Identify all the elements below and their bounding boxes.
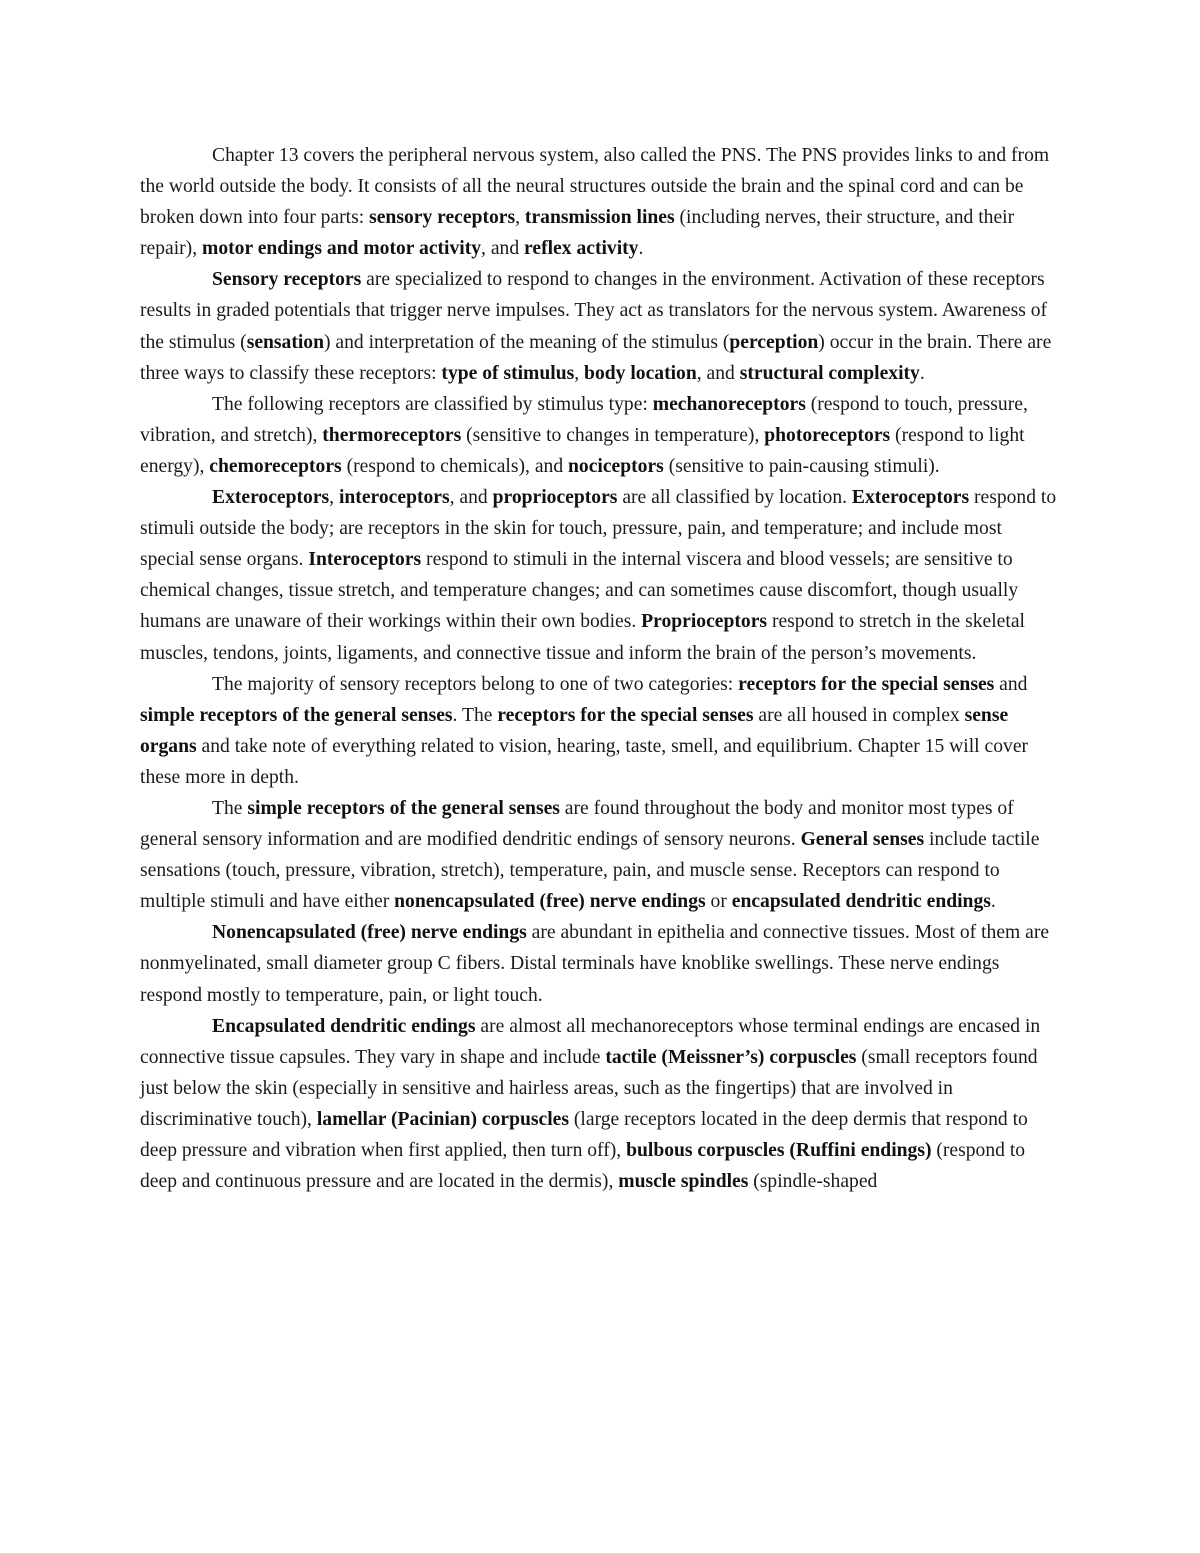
text-run: (respond to chemicals), and [341, 455, 569, 477]
text-run: are found throughout the body and monitor most types of general sensory information and are modified dendritic endings of sensory neurons. [140, 797, 1014, 851]
text-run: (sensitive to pain-causing stimuli). [663, 455, 940, 477]
text-run: (small receptors found just below the skin (especially in sensitive and hairless areas, such as the fingertips) that are involved in discriminative touch), [140, 1046, 1038, 1130]
text-run: are specialized to respond to changes in the environment. Activation of these receptors results in graded potentials that trigger nerve impulses. They act as translators for the nervous system. Awareness of the stimulus ( [140, 269, 1048, 353]
text-run: , and [481, 238, 525, 260]
text-run: (respond to light energy), [140, 424, 1025, 477]
text-run: respond to stimuli in the internal viscera and blood vessels; are sensitive to chemical changes, tissue stretch, and temperature changes; and can sometimes cause discomfort, though usually humans are unaware of their workings within their own bodies. [140, 549, 1019, 633]
bold-term: Nonencapsulated (free) nerve endings [212, 922, 527, 944]
bold-term: Interoceptors [308, 549, 422, 571]
paragraph [140, 140, 1060, 264]
text-run: ) occur in the brain. There are three ways to classify these receptors: [140, 331, 1052, 384]
bold-term: simple receptors of the general senses [247, 797, 560, 819]
paragraph [140, 793, 1060, 917]
text-run: (large receptors located in the deep dermis that respond to deep pressure and vibration when first applied, then turn off), [140, 1108, 1028, 1161]
text-run: ) and interpretation of the meaning of the stimulus ( [324, 331, 730, 353]
bold-term: type of stimulus [441, 362, 575, 384]
bold-term: sensory receptors [369, 207, 516, 229]
paragraph [140, 669, 1060, 793]
text-run: respond to stretch in the skeletal muscles, tendons, joints, ligaments, and connective tissue and inform the brain of the person’s movements. [140, 611, 1025, 664]
document-body [140, 140, 1060, 1197]
text-run: , and [449, 487, 493, 509]
text-run: , and [696, 362, 740, 384]
text-run: . [990, 891, 996, 913]
bold-term: perception [729, 331, 819, 353]
text-run: The following receptors are classified by stimulus type: [212, 393, 653, 415]
paragraph [140, 389, 1060, 482]
bold-term: thermoreceptors [322, 424, 462, 446]
text-run: (spindle-shaped [748, 1171, 878, 1193]
text-run: . The [452, 704, 498, 726]
bold-term: lamellar (Pacinian) corpuscles [316, 1108, 569, 1130]
bold-term: sense organs [140, 704, 1009, 757]
paragraph [140, 482, 1060, 669]
paragraph [140, 1011, 1060, 1198]
bold-term: body location [584, 362, 697, 384]
bold-term: simple receptors of the general senses [140, 704, 453, 726]
bold-term: proprioceptors [492, 487, 618, 509]
bold-term: interoceptors [338, 487, 450, 509]
bold-term: nociceptors [568, 455, 664, 477]
text-run: Chapter 13 covers the peripheral nervous system, also called the PNS. The PNS provides links to and from the world outside the body. It consists of all the neural structures outside the brain and the spinal cord and can be broken down into four parts: [140, 145, 1050, 229]
text-run: are abundant in epithelia and connective tissues. Most of them are nonmyelinated, small diameter group C fibers. Distal terminals have knoblike swellings. These nerve endings respond mostly to temperature, pain, or light touch. [140, 922, 1050, 1006]
bold-term: photoreceptors [764, 424, 891, 446]
bold-term: Exteroceptors [212, 487, 330, 509]
text-run: , [574, 362, 585, 384]
text-run: , [329, 487, 339, 509]
bold-term: transmission lines [524, 207, 675, 229]
text-run: (respond to deep and continuous pressure and are located in the dermis), [140, 1140, 1026, 1193]
bold-term: receptors for the special senses [497, 704, 754, 726]
bold-term: motor endings and motor activity [202, 238, 482, 260]
bold-term: Exteroceptors [851, 487, 970, 509]
text-run: . [638, 238, 644, 260]
bold-term: Proprioceptors [641, 611, 768, 633]
bold-term: Encapsulated dendritic endings [212, 1015, 476, 1037]
bold-term: nonencapsulated (free) nerve endings [394, 891, 706, 913]
bold-term: reflex activity [524, 238, 639, 260]
text-run: and [994, 673, 1028, 695]
text-run: are all housed in complex [753, 704, 965, 726]
text-run: and take note of everything related to vision, hearing, taste, smell, and equilibrium. Chapter 15 will cover these more in depth. [140, 735, 1029, 788]
text-run: respond to stimuli outside the body; are receptors in the skin for touch, pressure, pain, and temperature; and include most special sense organs. [140, 487, 1057, 571]
bold-term: sensation [246, 331, 324, 353]
text-run: The majority of sensory receptors belong to one of two categories: [212, 673, 739, 695]
text-run: (sensitive to changes in temperature), [461, 424, 765, 446]
bold-term: chemoreceptors [209, 455, 342, 477]
bold-term: mechanoreceptors [652, 393, 806, 415]
bold-term: structural complexity [739, 362, 920, 384]
bold-term: receptors for the special senses [738, 673, 995, 695]
bold-term: bulbous corpuscles (Ruffini endings) [626, 1140, 932, 1161]
paragraph [140, 264, 1060, 388]
text-run: The [212, 797, 248, 819]
text-run: . [919, 362, 925, 384]
text-run: include tactile sensations (touch, pressure, vibration, stretch), temperature, pain, and muscle sense. Receptors can respond to multiple stimuli and have either [140, 829, 1040, 913]
text-run: , [515, 207, 525, 229]
bold-term: muscle spindles [618, 1171, 749, 1193]
text-run: (including nerves, their structure, and their repair), [140, 207, 1015, 260]
paragraph [140, 917, 1060, 1010]
bold-term: encapsulated dendritic endings [731, 891, 991, 913]
text-run: are almost all mechanoreceptors whose terminal endings are encased in connective tissue capsules. They vary in shape and include [140, 1015, 1041, 1068]
bold-term: tactile (Meissner’s) corpuscles [605, 1046, 857, 1068]
bold-term: General senses [800, 829, 925, 851]
text-run: or [705, 891, 732, 913]
bold-term: Sensory receptors [212, 269, 362, 291]
text-run: are all classified by location. [617, 487, 852, 509]
text-run: (respond to touch, pressure, vibration, and stretch), [140, 393, 1028, 446]
